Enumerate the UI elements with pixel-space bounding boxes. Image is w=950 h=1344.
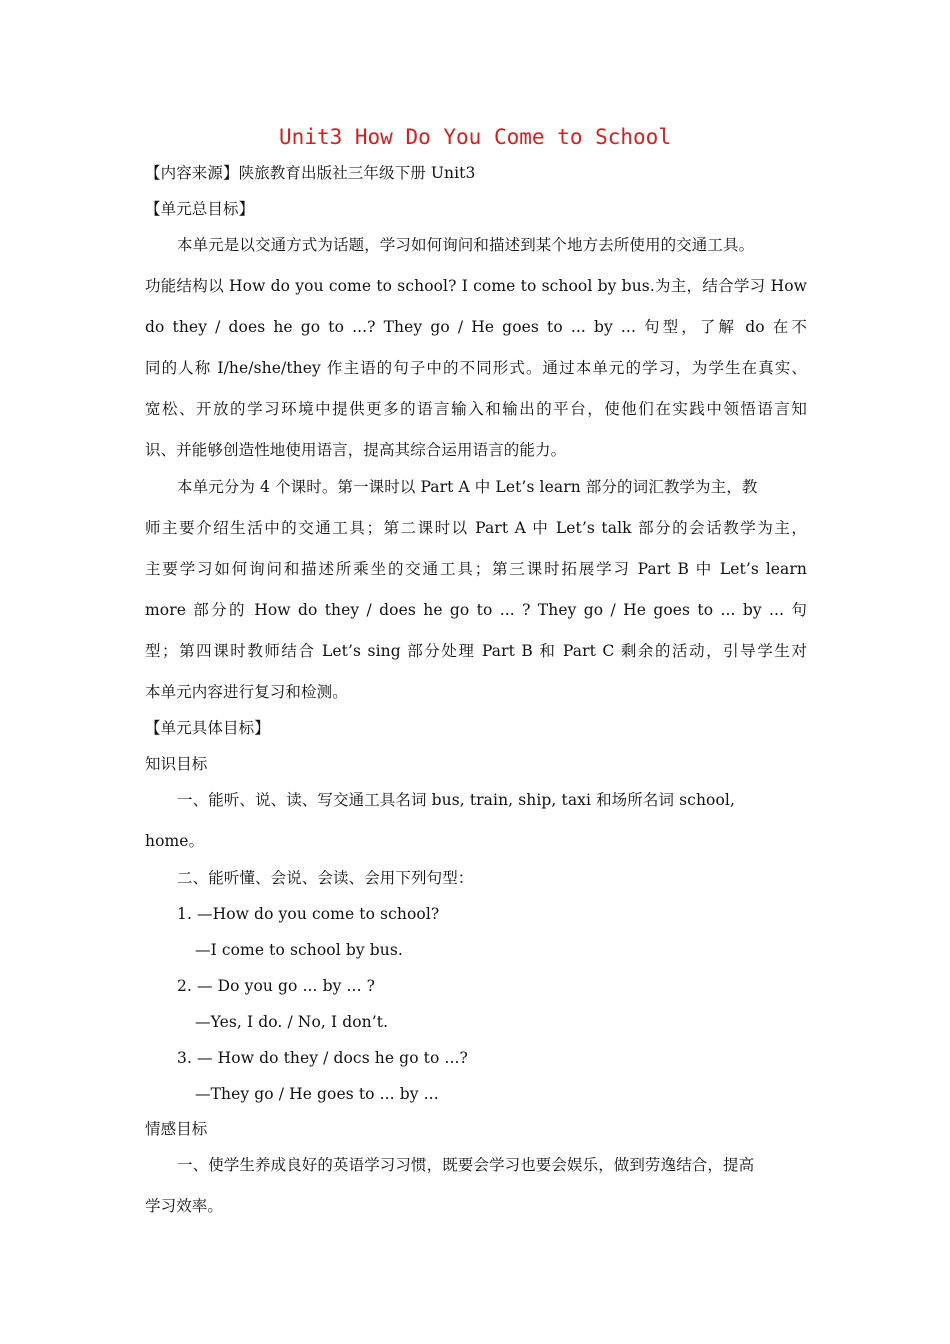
knowledge-item-line: home。 <box>145 832 205 850</box>
para1-line: 功能结构以 How do you come to school? I come to school by bus.为主，结合学习 How <box>145 277 807 295</box>
emotion-heading: 情感目标 <box>145 1120 208 1138</box>
para1-line: do they / does he go to ...? They go / He goes to ... by ... 句型，了解 do 在不 <box>145 318 807 336</box>
sentence-answer: —I come to school by bus. <box>195 941 403 959</box>
knowledge-item-line: 二、能听懂、会说、会读、会用下列句型： <box>177 869 474 887</box>
sentence-question: 3. — How do they / docs he go to ...? <box>177 1049 468 1067</box>
knowledge-item-line: 一、能听、说、读、写交通工具名词 bus, train, ship, taxi 和场所名词 school, <box>177 791 735 809</box>
sentence-question: 1. —How do you come to school? <box>177 905 440 923</box>
source-line: 【内容来源】陕旅教育出版社三年级下册 Unit3 <box>145 164 476 182</box>
document-title: Unit3 How Do You Come to School <box>279 125 671 149</box>
para1-line: 识、并能够创造性地使用语言，提高其综合运用语言的能力。 <box>145 441 567 459</box>
emotion-item-line: 一、使学生养成良好的英语学习习惯，既要会学习也要会娱乐，做到劳逸结合，提高 <box>177 1156 755 1174</box>
para2-line: 型；第四课时教师结合 Let’s sing 部分处理 Part B 和 Part C 剩余的活动，引导学生对 <box>145 642 807 660</box>
knowledge-heading: 知识目标 <box>145 755 208 773</box>
para2-line: 本单元分为 4 个课时。第一课时以 Part A 中 Let’s learn 部分的词汇教学为主，教 <box>177 478 758 496</box>
para1-line: 宽松、开放的学习环境中提供更多的语言输入和输出的平台，使他们在实践中领悟语言知 <box>145 400 807 418</box>
specific-goal-heading: 【单元具体目标】 <box>145 719 270 737</box>
sentence-question: 2. — Do you go ... by ... ? <box>177 977 376 995</box>
sentence-answer: —They go / He goes to ... by ... <box>195 1085 439 1103</box>
overall-goal-heading: 【单元总目标】 <box>145 200 255 218</box>
para2-line: 本单元内容进行复习和检测。 <box>145 683 348 701</box>
para2-line: 主要学习如何询问和描述所乘坐的交通工具；第三课时拓展学习 Part B 中 Let’s learn <box>145 560 807 578</box>
emotion-item-line: 学习效率。 <box>145 1197 224 1215</box>
para2-line: 师主要介绍生活中的交通工具；第二课时以 Part A 中 Let’s talk 部分的会话教学为主， <box>145 519 807 537</box>
para1-line: 本单元是以交通方式为话题，学习如何询问和描述到某个地方去所使用的交通工具。 <box>177 236 755 254</box>
para2-line: more 部分的 How do they / does he go to ... ? They go / He goes to ... by ... 句 <box>145 601 807 619</box>
para1-line: 同的人称 I/he/she/they 作主语的句子中的不同形式。通过本单元的学习，为学生在真实、 <box>145 359 807 377</box>
sentence-answer: —Yes, I do. / No, I don’t. <box>195 1013 389 1031</box>
